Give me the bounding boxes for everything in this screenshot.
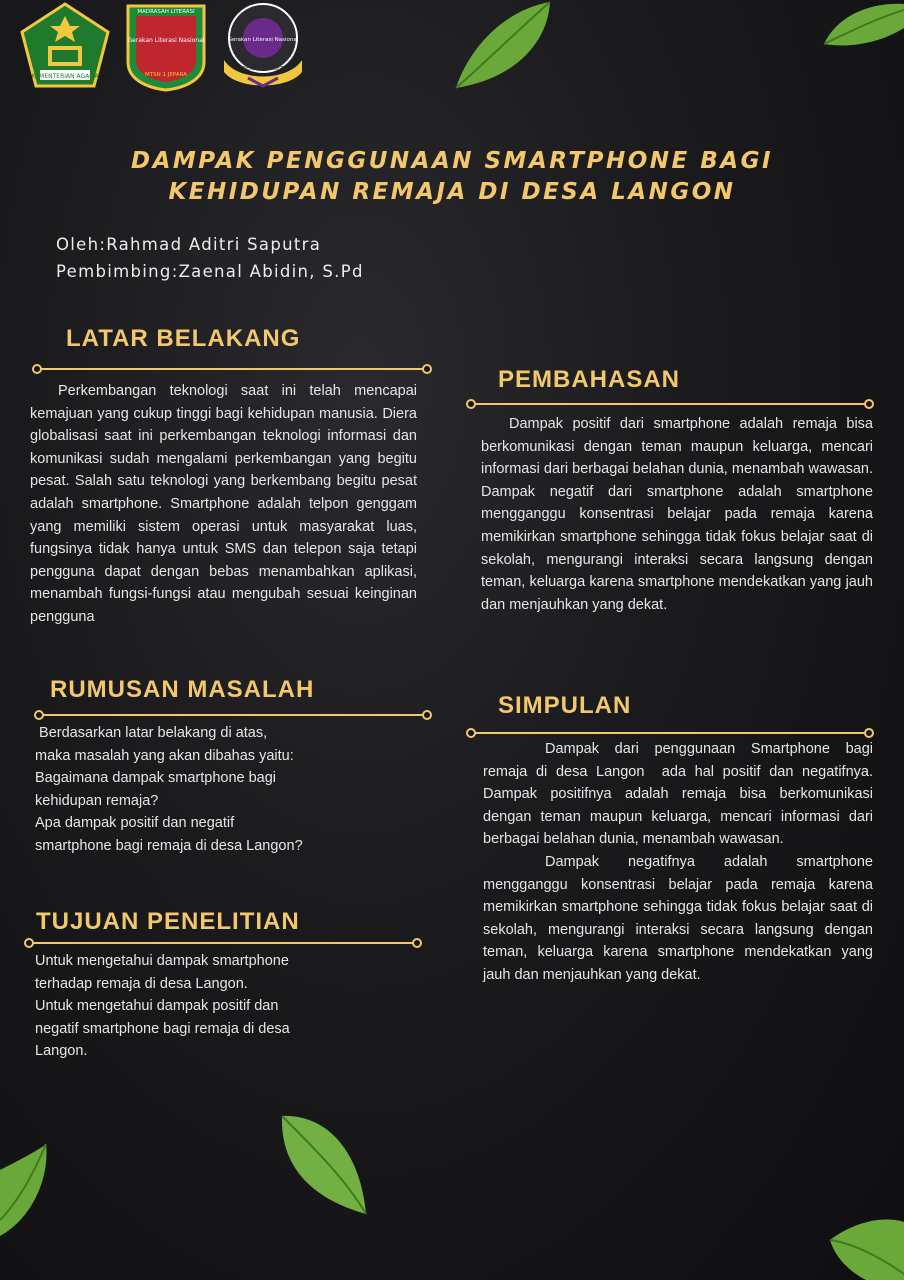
pembahasan-heading: PEMBAHASAN <box>498 366 681 393</box>
leaf-bottom-right <box>826 1214 904 1280</box>
tujuan-penelitian-divider <box>24 937 422 949</box>
simpulan-paragraph-1: Dampak dari penggunaan Smartphone bagi remaja di desa Langon ada hal positif dan negatifnya. Dampak positifnya adalah remaja bisa berkomunikasi dengan teman maupun keluarga, mencari informasi dari berbagai belahan dunia, menambah wawasan. <box>483 741 878 848</box>
simpulan-paragraph-2: Dampak negatifnya adalah smartphone mengganggu konsentrasi belajar pada remaja karena memikirkan smartphone sehingga tidak fokus belajar saat di sekolah, mengurangi interaksi secara langsung dengan teman, keluarga karena smartphone mendekatkan yang jauh dan menjauhkan yang dekat. <box>483 853 873 983</box>
kemenag-logo-text: KEMENTERIAN AGAMA <box>31 73 99 80</box>
tujuan-line: Untuk mengetahui dampak positif dan <box>35 998 279 1015</box>
leaf-bottom-left <box>0 1140 50 1240</box>
pembahasan-text: Dampak positif dari smartphone adalah remaja bisa berkomunikasi dengan teman maupun keluarga, mencari informasi dari berbagai belahan dunia, menambah wawasan. Dampak negatif dari smartphone adalah smartphone mengganggu konsentrasi belajar pada remaja karena memikirkan smartphone sehingga tidak fokus belajar saat di sekolah, mengurangi interaksi secara langsung dengan teman, keluarga karena smartphone mendekatkan yang jauh dan menjauhkan yang dekat. <box>481 416 873 613</box>
author-name: Oleh:Rahmad Aditri Saputra <box>56 235 322 254</box>
leaf-top-right <box>818 0 904 48</box>
mtsn-logo-text: MTSN 1 JEPARA <box>145 72 187 78</box>
madrasah-literasi-logo <box>124 2 208 92</box>
rumusan-line: smartphone bagi remaja di desa Langon? <box>35 837 303 854</box>
latar-belakang-heading: LATAR BELAKANG <box>66 325 301 352</box>
poster-title: DAMPAK PENGGUNAAN SMARTPHONE BAGI KEHIDUPAN REMAJA DI DESA LANGON <box>130 148 774 205</box>
rumusan-line: Bagaimana dampak smartphone bagi <box>35 770 277 787</box>
rumusan-line: maka masalah yang akan dibahas yaitu: <box>35 747 294 764</box>
tujuan-line: terhadap remaja di desa Langon. <box>35 975 248 992</box>
berbasis-logo-text: BERBASIS RISET <box>242 66 284 72</box>
madrasah-logo-text: MADRASAH LITERASI <box>137 9 195 15</box>
tujuan-line: Untuk mengetahui dampak smartphone <box>35 953 289 969</box>
latar-belakang-divider <box>32 363 432 375</box>
tujuan-line: negatif smartphone bagi remaja di desa <box>35 1020 290 1037</box>
rumusan-line: kehidupan remaja? <box>35 792 159 809</box>
advisor-name: Pembimbing:Zaenal Abidin, S.Pd <box>56 262 364 281</box>
leaf-top-center <box>448 0 558 92</box>
tujuan-penelitian-heading: TUJUAN PENELITIAN <box>36 908 300 935</box>
rumusan-masalah-divider <box>34 709 432 721</box>
tujuan-line: Langon. <box>35 1043 88 1060</box>
pembahasan-divider <box>466 398 874 410</box>
rumusan-masalah-heading: RUMUSAN MASALAH <box>50 676 315 703</box>
rumusan-masalah-list <box>35 722 303 858</box>
tujuan-penelitian-list <box>35 950 290 1063</box>
gerakan-logo2-text: Gerakan Literasi Nasional <box>227 37 299 43</box>
gerakan-logo-text: Gerakan Literasi Nasional <box>127 37 205 44</box>
latar-belakang-text: Perkembangan teknologi saat ini telah mencapai kemajuan yang cukup tinggi bagi kehidupan manusia. Diera globalisasi saat ini perkembangan teknologi informasi dan komunikasi sudah mengalami perkembangan yang begitu pesat. Salah satu teknologi yang berkembang begitu pesat adalah smartphone. Smartphone adalah telpon genggam yang memiliki sistem operasi untuk masyarakat luas, fungsinya tidak hanya untuk SMS dan telepon saja tetapi pengguna dapat dengan bebas menambahkan aplikasi, menambah fungsi-fungsi atau mengubah sesuai keinginan pengguna <box>30 383 417 625</box>
kemenag-logo <box>18 2 112 88</box>
simpulan-heading: SIMPULAN <box>498 692 632 719</box>
rumusan-line: Apa dampak positif dan negatif <box>35 815 235 832</box>
madrasah-berbasis-riset-logo <box>218 2 308 88</box>
simpulan-text <box>483 738 878 987</box>
rumusan-line: Berdasarkan latar belakang di atas, <box>35 725 268 741</box>
leaf-bottom-center <box>276 1110 372 1220</box>
author-block <box>56 231 364 285</box>
